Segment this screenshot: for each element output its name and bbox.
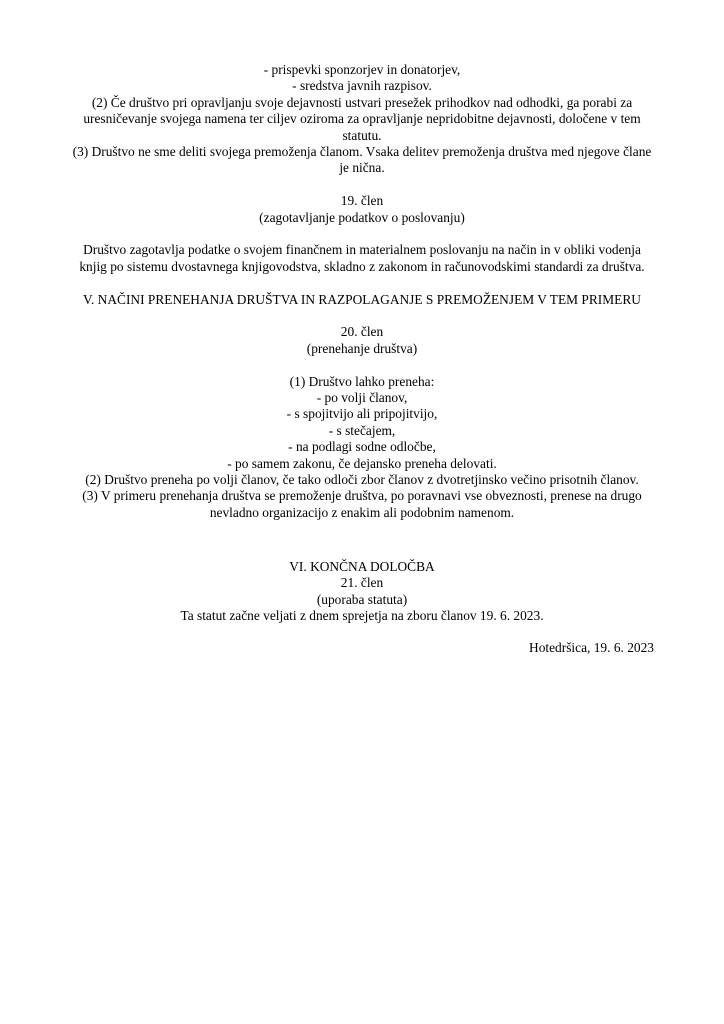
list-item: - po samem zakonu, če dejansko preneha delovati. bbox=[227, 455, 497, 471]
article-title: (uporaba statuta) bbox=[316, 591, 408, 607]
paragraph-line: knjig po sistemu dvostavnega knjigovodstva, skladno z zakonom in računovodskimi standardi za društva. bbox=[79, 258, 645, 274]
article-text bbox=[66, 242, 658, 275]
funding-sources-block bbox=[66, 62, 658, 177]
article-title: (prenehanje društva) bbox=[306, 340, 418, 356]
paragraph-line: (3) V primeru prenehanja društva se premoženje društva, po poravnavi vse obveznosti, prenese na drugo bbox=[82, 488, 642, 504]
article-21 bbox=[66, 575, 658, 624]
article-title: (zagotavljanje podatkov o poslovanju) bbox=[259, 209, 465, 225]
paragraph-no-distribution bbox=[66, 144, 658, 177]
paragraph-asset-transfer bbox=[66, 488, 658, 521]
article-20 bbox=[66, 324, 658, 521]
paragraph-line: (2) Če društvo pri opravljanju svoje dejavnosti ustvari presežek prihodkov nad odhodki, ga porabi za bbox=[91, 94, 633, 110]
article-text: Ta statut začne veljati z dnem sprejetja na zboru članov 19. 6. 2023. bbox=[180, 607, 544, 623]
place-and-date bbox=[66, 640, 654, 656]
paragraph-members-decision: (2) Društvo preneha po volji članov, če tako odloči zbor članov z dvotretjinsko večino prisotnih članov. bbox=[85, 472, 639, 488]
list-item: - s stečajem, bbox=[328, 422, 396, 438]
paragraph-line: (3) Društvo ne sme deliti svojega premoženja članom. Vsaka delitev premoženja društva med njegove člane bbox=[72, 144, 652, 160]
place-date-text: Hotedršica, 19. 6. 2023 bbox=[529, 640, 654, 656]
document-body bbox=[66, 62, 658, 657]
article-number: 19. člen bbox=[340, 193, 384, 209]
article-number: 21. člen bbox=[340, 575, 384, 591]
paragraph-line: uresničevanje svojega namena ter ciljev oziroma za opravljanje nepridobitne dejavnosti, določene v tem bbox=[83, 111, 641, 127]
paragraph-line: nevladno organizacijo z enakim ali podobnim namenom. bbox=[209, 504, 515, 520]
list-item: - na podlagi sodne odločbe, bbox=[288, 439, 436, 455]
section-heading-vi: VI. KONČNA DOLOČBA bbox=[289, 558, 435, 574]
paragraph-line: statutu. bbox=[342, 127, 382, 143]
paragraph-line: je nična. bbox=[339, 160, 385, 176]
list-item: - s spojitvijo ali pripojitvijo, bbox=[286, 406, 438, 422]
paragraph-intro: (1) Društvo lahko preneha: bbox=[289, 373, 435, 389]
list-item: - po volji članov, bbox=[316, 390, 408, 406]
list-item-public-tenders: - sredstva javnih razpisov. bbox=[292, 78, 432, 94]
paragraph-surplus bbox=[66, 95, 658, 144]
section-heading-v: V. NAČINI PRENEHANJA DRUŠTVA IN RAZPOLAGANJE S PREMOŽENJEM V TEM PRIMERU bbox=[83, 291, 641, 307]
list-item-sponsors: - prispevki sponzorjev in donatorjev, bbox=[263, 62, 461, 77]
article-19 bbox=[66, 193, 658, 275]
paragraph-line: Društvo zagotavlja podatke o svojem finančnem in materialnem poslovanju na način in v obliki vodenja bbox=[83, 242, 641, 258]
article-number: 20. člen bbox=[340, 324, 384, 340]
